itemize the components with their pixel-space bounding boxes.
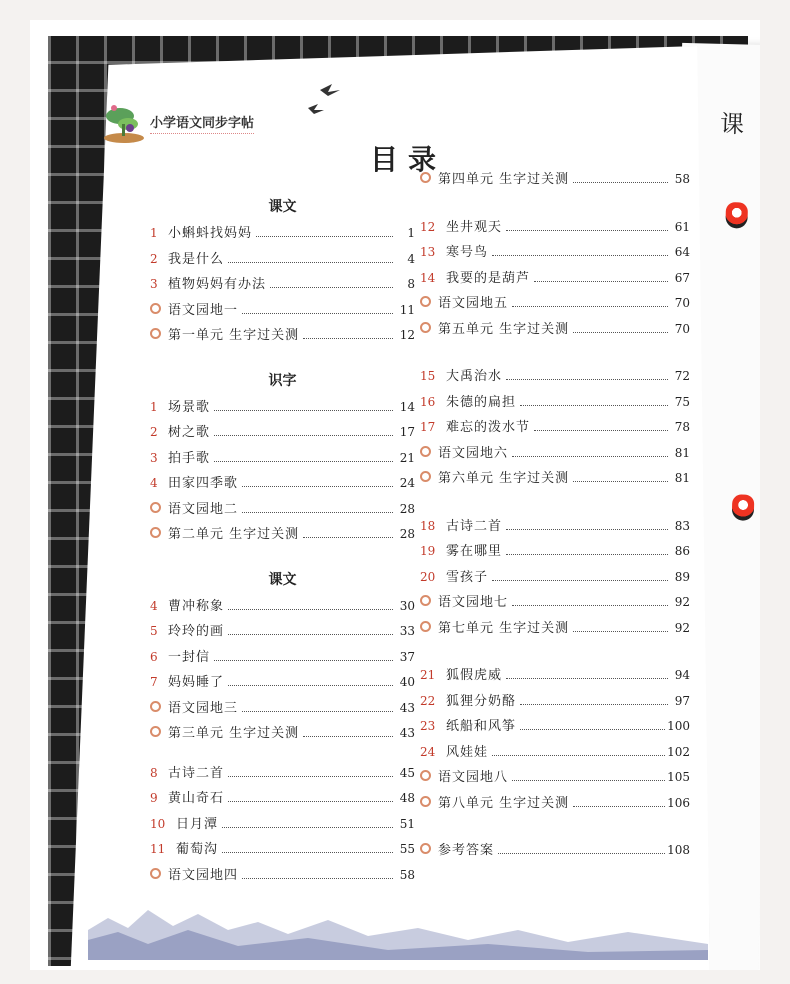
toc-entry[interactable] bbox=[420, 168, 690, 194]
page-number: 94 bbox=[674, 668, 690, 682]
leader-dots bbox=[573, 806, 665, 807]
lesson-number: 21 bbox=[420, 668, 436, 682]
toc-entry[interactable] bbox=[150, 813, 415, 839]
toc-entry[interactable] bbox=[150, 620, 415, 646]
circle-bullet-icon bbox=[420, 770, 438, 781]
lesson-number: 7 bbox=[150, 675, 158, 689]
book-logo bbox=[100, 98, 310, 148]
circle-bullet-icon bbox=[150, 726, 168, 737]
leader-dots bbox=[534, 430, 668, 431]
leader-dots bbox=[506, 529, 668, 530]
opera-mask-icon bbox=[732, 494, 755, 521]
lesson-number: 2 bbox=[150, 425, 158, 439]
leader-dots bbox=[506, 554, 668, 555]
lesson-number: 9 bbox=[150, 791, 158, 805]
entry-title: 田家四季歌 bbox=[168, 476, 239, 491]
leader-dots bbox=[573, 332, 668, 333]
lesson-number: 12 bbox=[420, 219, 436, 234]
toc-entry[interactable] bbox=[150, 838, 415, 864]
leader-dots bbox=[228, 609, 393, 610]
page-number: 81 bbox=[674, 471, 690, 485]
page-number: 70 bbox=[674, 296, 690, 310]
entry-title: 纸船和风筝 bbox=[446, 719, 517, 734]
page-number: 92 bbox=[674, 595, 690, 609]
page-number: 45 bbox=[399, 765, 415, 780]
lesson-number: 3 bbox=[150, 450, 158, 465]
circle-bullet-icon bbox=[420, 322, 438, 333]
entry-title: 参考答案 bbox=[438, 843, 495, 858]
page-number: 43 bbox=[399, 700, 415, 715]
leader-dots bbox=[222, 827, 393, 828]
lotus-boy-icon bbox=[100, 98, 148, 146]
circle-bullet-icon bbox=[420, 172, 438, 183]
leader-dots bbox=[242, 486, 393, 487]
entry-title: 语文园地六 bbox=[438, 445, 509, 461]
page-number: 48 bbox=[399, 791, 415, 805]
entry-title: 第二单元 生字过关测 bbox=[168, 527, 300, 542]
section-gap bbox=[420, 642, 690, 664]
lesson-number: 16 bbox=[420, 394, 436, 409]
lesson-number: 24 bbox=[420, 744, 436, 759]
circle-bullet-icon bbox=[150, 502, 168, 513]
leader-dots bbox=[512, 780, 665, 781]
entry-title: 语文园地七 bbox=[438, 595, 509, 610]
toc-entry[interactable] bbox=[420, 416, 690, 442]
page-number: 102 bbox=[667, 744, 690, 759]
leader-dots bbox=[506, 230, 668, 231]
toc-entry[interactable] bbox=[420, 715, 690, 741]
toc-entry[interactable] bbox=[420, 267, 690, 293]
toc-entry[interactable] bbox=[420, 365, 690, 391]
lesson-number: 23 bbox=[420, 719, 436, 733]
entry-title: 第七单元 生字过关测 bbox=[438, 620, 570, 636]
page-number: 81 bbox=[674, 445, 690, 460]
leader-dots bbox=[256, 236, 393, 237]
entry-title: 植物妈妈有办法 bbox=[168, 277, 267, 292]
leader-dots bbox=[520, 405, 668, 406]
opera-mask-icon bbox=[725, 202, 748, 229]
leader-dots bbox=[573, 182, 668, 183]
entry-title: 寒号鸟 bbox=[446, 245, 489, 260]
leader-dots bbox=[492, 755, 665, 756]
leader-dots bbox=[303, 537, 393, 538]
toc-entry[interactable] bbox=[420, 766, 690, 792]
leader-dots bbox=[512, 605, 668, 606]
toc-entry[interactable] bbox=[420, 741, 690, 767]
page-number: 92 bbox=[674, 620, 690, 635]
leader-dots bbox=[506, 379, 668, 380]
leader-dots bbox=[492, 580, 668, 581]
leader-dots bbox=[512, 306, 668, 307]
page-number: 100 bbox=[667, 719, 690, 733]
lesson-number: 13 bbox=[420, 245, 436, 259]
toc-entry[interactable] bbox=[150, 248, 415, 274]
circle-bullet-icon bbox=[420, 796, 438, 807]
lesson-number: 11 bbox=[150, 842, 166, 856]
leader-dots bbox=[512, 456, 668, 457]
lesson-number: 19 bbox=[420, 544, 436, 558]
toc-entry[interactable] bbox=[420, 690, 690, 716]
circle-bullet-icon bbox=[420, 471, 438, 482]
page-number: 28 bbox=[399, 527, 415, 541]
circle-bullet-icon bbox=[420, 843, 438, 854]
page-number: 55 bbox=[399, 842, 415, 856]
entry-title: 狐狸分奶酪 bbox=[446, 693, 517, 709]
circle-bullet-icon bbox=[420, 595, 438, 606]
toc-left-column bbox=[150, 190, 415, 889]
lesson-number: 22 bbox=[420, 693, 436, 708]
leader-dots bbox=[214, 660, 393, 661]
lesson-number: 2 bbox=[150, 251, 158, 266]
circle-bullet-icon bbox=[150, 527, 168, 538]
swallow-birds-icon bbox=[300, 80, 350, 120]
entry-title: 大禹治水 bbox=[446, 369, 503, 384]
entry-title: 第四单元 生字过关测 bbox=[438, 172, 570, 187]
toc-entry[interactable] bbox=[420, 591, 690, 617]
page-number: 58 bbox=[399, 867, 415, 882]
leader-dots bbox=[242, 313, 393, 314]
entry-title: 黄山奇石 bbox=[168, 791, 225, 806]
ink-mountains-illustration bbox=[88, 900, 708, 960]
page-number: 17 bbox=[399, 425, 415, 439]
page-number: 43 bbox=[399, 726, 415, 740]
leader-dots bbox=[534, 281, 668, 282]
toc-entry[interactable] bbox=[420, 467, 690, 493]
entry-title: 第六单元 生字过关测 bbox=[438, 471, 570, 486]
page-number: 24 bbox=[399, 476, 415, 490]
leader-dots bbox=[573, 481, 668, 482]
toc-entry[interactable] bbox=[420, 318, 690, 344]
toc-entry[interactable] bbox=[420, 540, 690, 566]
page-number: 83 bbox=[674, 518, 690, 533]
leader-dots bbox=[222, 852, 393, 853]
page-number: 67 bbox=[674, 270, 690, 285]
toc-entry[interactable] bbox=[150, 762, 415, 788]
page-number: 11 bbox=[399, 302, 415, 317]
toc-entry[interactable] bbox=[150, 523, 415, 549]
toc-entry[interactable] bbox=[150, 299, 415, 325]
circle-bullet-icon bbox=[150, 303, 168, 314]
entry-title: 第一单元 生字过关测 bbox=[168, 328, 300, 343]
entry-title: 场景歌 bbox=[168, 399, 211, 415]
page-number: 89 bbox=[674, 569, 690, 584]
leader-dots bbox=[228, 776, 393, 777]
leader-dots bbox=[242, 711, 393, 712]
right-page-title: 课 bbox=[719, 109, 749, 139]
section-gap bbox=[420, 493, 690, 515]
entry-title: 第三单元 生字过关测 bbox=[168, 726, 300, 741]
leader-dots bbox=[303, 338, 393, 339]
leader-dots bbox=[228, 634, 393, 635]
toc-entry[interactable] bbox=[150, 222, 415, 248]
circle-bullet-icon bbox=[150, 328, 168, 339]
page-number: 58 bbox=[674, 172, 690, 186]
toc-entry[interactable] bbox=[150, 697, 415, 723]
entry-title: 朱德的扁担 bbox=[446, 394, 517, 410]
leader-dots bbox=[228, 801, 393, 802]
toc-entry[interactable] bbox=[420, 391, 690, 417]
circle-bullet-icon bbox=[150, 701, 168, 712]
toc-entry[interactable] bbox=[150, 472, 415, 498]
circle-bullet-icon bbox=[150, 868, 168, 879]
entry-title: 妈妈睡了 bbox=[168, 675, 225, 690]
page-number: 14 bbox=[399, 399, 415, 414]
page-number: 37 bbox=[399, 649, 415, 664]
entry-title: 语文园地一 bbox=[168, 302, 239, 318]
section-gap bbox=[150, 350, 415, 364]
leader-dots bbox=[214, 435, 393, 436]
entry-title: 曹冲称象 bbox=[168, 598, 225, 614]
lesson-number: 8 bbox=[150, 765, 158, 780]
entry-title: 拍手歌 bbox=[168, 450, 211, 466]
page-number: 72 bbox=[674, 369, 690, 383]
lesson-number: 3 bbox=[150, 277, 158, 291]
entry-title: 第五单元 生字过关测 bbox=[438, 321, 570, 337]
section-gap bbox=[420, 343, 690, 365]
entry-title: 语文园地二 bbox=[168, 501, 239, 517]
toc-entry[interactable] bbox=[150, 722, 415, 748]
entry-title: 葡萄沟 bbox=[176, 842, 219, 857]
leader-dots bbox=[214, 461, 393, 462]
entry-title: 一封信 bbox=[168, 649, 211, 665]
page-number: 12 bbox=[399, 328, 415, 342]
page-number: 8 bbox=[407, 277, 415, 291]
page-title: 目录 bbox=[370, 143, 447, 176]
page-number: 51 bbox=[399, 816, 415, 831]
entry-title: 语文园地五 bbox=[438, 296, 509, 311]
toc-entry[interactable] bbox=[150, 273, 415, 299]
section-gap bbox=[420, 194, 690, 216]
toc-entry[interactable] bbox=[150, 671, 415, 697]
entry-title: 树之歌 bbox=[168, 425, 211, 440]
entry-title: 玲玲的画 bbox=[168, 624, 225, 639]
lesson-number: 17 bbox=[420, 420, 436, 434]
section-gap bbox=[150, 549, 415, 563]
section-gap bbox=[420, 817, 690, 839]
book-series-title: 小学语文同步字帖 bbox=[150, 112, 254, 134]
entry-title: 语文园地四 bbox=[168, 867, 239, 883]
page-number: 28 bbox=[399, 501, 415, 516]
toc-entry[interactable] bbox=[420, 839, 690, 865]
leader-dots bbox=[492, 255, 668, 256]
page-number: 1 bbox=[407, 226, 415, 240]
entry-title: 日月潭 bbox=[176, 816, 219, 832]
toc-entry[interactable] bbox=[420, 241, 690, 267]
page-number: 64 bbox=[674, 245, 690, 259]
entry-title: 狐假虎威 bbox=[446, 668, 503, 683]
entry-title: 难忘的泼水节 bbox=[446, 420, 531, 435]
toc-entry[interactable] bbox=[150, 864, 415, 890]
lesson-number: 15 bbox=[420, 369, 436, 383]
toc-entry[interactable] bbox=[150, 324, 415, 350]
page-number: 86 bbox=[674, 544, 690, 558]
page-number: 30 bbox=[399, 598, 415, 613]
entry-title: 我是什么 bbox=[168, 251, 225, 267]
toc-entry[interactable] bbox=[150, 787, 415, 813]
entry-title: 雪孩子 bbox=[446, 569, 489, 585]
page-number: 70 bbox=[674, 321, 690, 336]
section-gap bbox=[150, 748, 415, 762]
page-number: 108 bbox=[667, 843, 690, 857]
leader-dots bbox=[506, 678, 668, 679]
toc-entry[interactable] bbox=[150, 498, 415, 524]
toc-entry[interactable] bbox=[150, 646, 415, 672]
lesson-number: 1 bbox=[150, 226, 158, 240]
circle-bullet-icon bbox=[420, 446, 438, 457]
lesson-number: 20 bbox=[420, 569, 436, 584]
page-number: 21 bbox=[399, 450, 415, 465]
toc-entry[interactable] bbox=[420, 216, 690, 242]
toc-entry[interactable] bbox=[150, 396, 415, 422]
toc-entry[interactable] bbox=[150, 595, 415, 621]
entry-title: 坐井观天 bbox=[446, 219, 503, 235]
section-heading: 课文 bbox=[268, 199, 297, 215]
page-number: 33 bbox=[399, 624, 415, 638]
leader-dots bbox=[520, 729, 665, 730]
leader-dots bbox=[242, 512, 393, 513]
page-number: 106 bbox=[667, 795, 690, 810]
circle-bullet-icon bbox=[420, 621, 438, 632]
lesson-number: 6 bbox=[150, 649, 158, 664]
section-heading: 课文 bbox=[268, 571, 297, 588]
entry-title: 第八单元 生字过关测 bbox=[438, 795, 570, 811]
lesson-number: 14 bbox=[420, 270, 436, 285]
leader-dots bbox=[573, 631, 668, 632]
lesson-number: 4 bbox=[150, 598, 158, 613]
leader-dots bbox=[242, 878, 393, 879]
entry-title: 语文园地八 bbox=[438, 770, 509, 785]
page-number: 75 bbox=[674, 394, 690, 409]
lesson-number: 5 bbox=[150, 624, 158, 638]
toc-entry[interactable] bbox=[150, 421, 415, 447]
entry-title: 风娃娃 bbox=[446, 744, 489, 760]
entry-title: 雾在哪里 bbox=[446, 544, 503, 559]
lesson-number: 18 bbox=[420, 518, 436, 533]
leader-dots bbox=[498, 853, 665, 854]
page-number: 105 bbox=[667, 770, 690, 784]
leader-dots bbox=[270, 287, 393, 288]
leader-dots bbox=[228, 262, 393, 263]
entry-title: 小蝌蚪找妈妈 bbox=[168, 226, 253, 241]
page-number: 97 bbox=[674, 693, 690, 708]
lesson-number: 1 bbox=[150, 399, 158, 414]
toc-right-column bbox=[420, 168, 690, 865]
toc-entry[interactable] bbox=[420, 566, 690, 592]
entry-title: 古诗二首 bbox=[446, 518, 503, 534]
leader-dots bbox=[214, 410, 393, 411]
toc-entry[interactable] bbox=[420, 664, 690, 690]
section-heading: 识字 bbox=[268, 372, 297, 389]
entry-title: 语文园地三 bbox=[168, 700, 239, 716]
toc-entry[interactable] bbox=[420, 292, 690, 318]
circle-bullet-icon bbox=[420, 296, 438, 307]
page-number: 4 bbox=[407, 251, 415, 266]
page-number: 78 bbox=[674, 420, 690, 434]
toc-entry[interactable] bbox=[420, 617, 690, 643]
leader-dots bbox=[228, 685, 393, 686]
toc-entry[interactable] bbox=[420, 442, 690, 468]
entry-title: 古诗二首 bbox=[168, 765, 225, 781]
entry-title: 我要的是葫芦 bbox=[446, 270, 531, 286]
leader-dots bbox=[303, 736, 393, 737]
toc-entry[interactable] bbox=[420, 792, 690, 818]
toc-entry[interactable] bbox=[420, 515, 690, 541]
lesson-number: 4 bbox=[150, 476, 158, 490]
page-number: 40 bbox=[399, 675, 415, 689]
leader-dots bbox=[520, 704, 668, 705]
toc-entry[interactable] bbox=[150, 447, 415, 473]
lesson-number: 10 bbox=[150, 816, 166, 831]
page-number: 61 bbox=[674, 219, 690, 234]
